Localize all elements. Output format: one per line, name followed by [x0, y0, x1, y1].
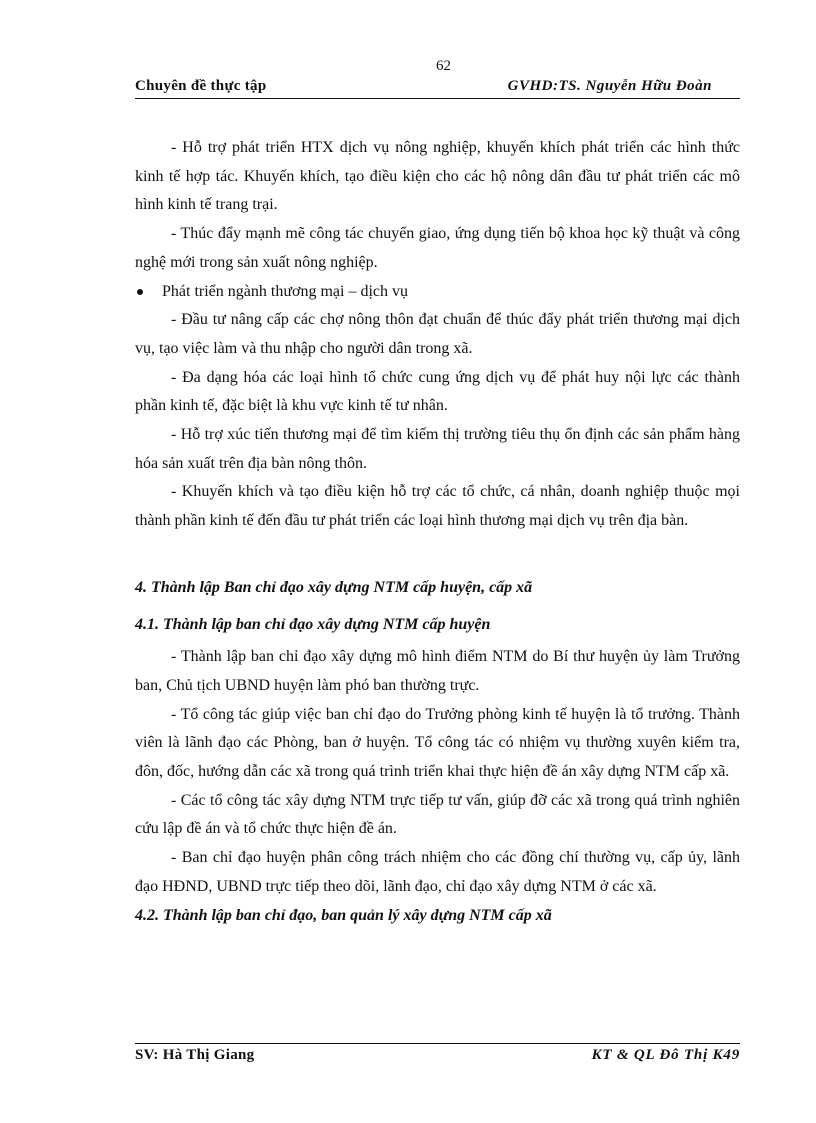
paragraph: - Đa dạng hóa các loại hình tổ chức cung ứng dịch vụ để phát huy nội lực các thành phần kinh tế, đặc biệt là khu vực kinh tế tư nhân. — [135, 368, 740, 415]
paragraph: - Khuyến khích và tạo điều kiện hỗ trợ các tổ chức, cá nhân, doanh nghiệp thuộc mọi thành phần kinh tế đến đầu tư phát triển các loại hình thương mại dịch vụ trên địa bàn. — [135, 483, 740, 530]
paragraph: - Đầu tư nâng cấp các chợ nông thôn đạt chuẩn để thúc đẩy phát triển thương mại dịch vụ, tạo việc làm và thu nhập cho người dân trong xã. — [135, 311, 740, 357]
page-footer — [135, 1043, 740, 1070]
bullet-icon — [137, 289, 143, 295]
header-title: Chuyên đề thực tập — [135, 78, 267, 94]
paragraph: - Các tổ công tác xây dựng NTM trực tiếp tư vấn, giúp đỡ các xã trong quá trình nghiên cứu lập đề án và tổ chức thực hiện đề án. — [135, 791, 740, 838]
paragraph: - Thành lập ban chỉ đạo xây dựng mô hình điểm NTM do Bí thư huyện ủy làm Trưởng ban, Chủ tịch UBND huyện làm phó ban thường trực. — [135, 648, 740, 694]
footer-class: KT & QL Đô Thị K49 — [591, 1047, 740, 1063]
section-heading-4-1: 4.1. Thành lập ban chỉ đạo xây dựng NTM cấp huyện — [135, 615, 491, 633]
page-header — [135, 76, 740, 99]
paragraph: - Hỗ trợ xúc tiến thương mại để tìm kiếm thị trường tiêu thụ ổn định các sản phẩm hàng hóa sản xuất trên địa bàn nông thôn. — [135, 426, 740, 472]
footer-student: SV: Hà Thị Giang — [135, 1047, 255, 1063]
paragraph: - Ban chỉ đạo huyện phân công trách nhiệm cho các đồng chí thường vụ, cấp ủy, lãnh đạo HĐND, UBND trực tiếp theo dõi, lãnh đạo, chỉ đạo xây dựng NTM ở các xã. — [135, 849, 740, 895]
header-advisor: GVHD:TS. Nguyễn Hữu Đoàn — [507, 78, 712, 94]
document-body — [135, 134, 740, 930]
paragraph: - Thúc đẩy mạnh mẽ công tác chuyển giao, ứng dụng tiến bộ khoa học kỹ thuật và công nghệ mới trong sản xuất nông nghiệp. — [135, 225, 740, 271]
bullet-text: Phát triển ngành thương mại – dịch vụ — [162, 282, 408, 300]
page-number: 62 — [436, 58, 451, 74]
section-heading-4: 4. Thành lập Ban chỉ đạo xây dựng NTM cấp huyện, cấp xã — [135, 578, 533, 596]
section-heading-4-2: 4.2. Thành lập ban chỉ đạo, ban quản lý xây dựng NTM cấp xã — [135, 906, 552, 924]
paragraph: - Tổ công tác giúp việc ban chỉ đạo do Trưởng phòng kinh tế huyện là tổ trưởng. Thành viên là lãnh đạo các Phòng, ban ở huyện. Tổ công tác có nhiệm vụ thường xuyên kiểm tra, đôn, đốc, hướng dẫn các xã trong quá trình triển khai thực hiện đề án xây dựng NTM cấp xã. — [135, 705, 740, 781]
paragraph: - Hỗ trợ phát triển HTX dịch vụ nông nghiệp, khuyến khích phát triển các hình thức kinh tế hợp tác. Khuyến khích, tạo điều kiện cho các hộ nông dân đầu tư phát triển các mô hình kinh tế trang trại. — [135, 139, 740, 214]
bullet-item — [135, 278, 740, 307]
